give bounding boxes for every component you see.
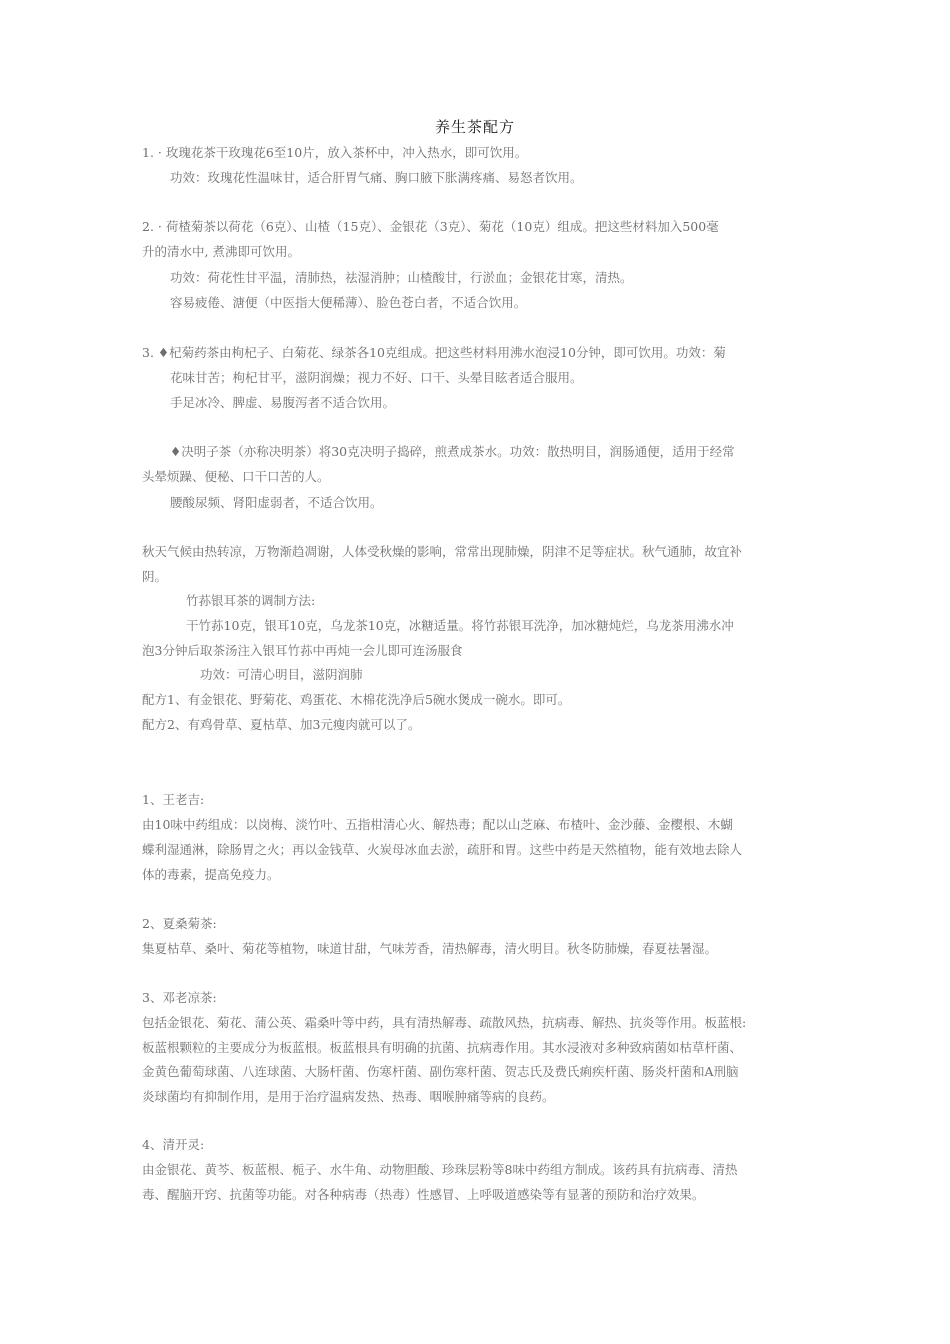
bamboo-tea-method-cont: 泡3分钟后取茶汤注入银耳竹荪中再炖一会儿即可连汤服食	[142, 643, 463, 658]
herbal-3-text-4: 炎球菌均有抑制作用，是用于治疗温病发热、热毒、咽喉肿痛等病的良药。	[142, 1089, 555, 1104]
herbal-2-text: 集夏枯草、桑叶、菊花等植物，味道甘甜，气味芳香，清热解毒，清火明目。秋冬防肺燥，春夏祛暑湿。	[142, 941, 718, 956]
herbal-4-text-2: 毒、醒脑开窍、抗菌等功能。对各种病毒（热毒）性感冒、上呼吸道感染等有显著的预防和治疗效果。	[142, 1187, 705, 1202]
herbal-4-text: 由金银花、黄芩、板蓝根、栀子、水牛角、动物胆酸、珍珠层粉等8味中药组方制成。该药具有抗病毒、清热	[142, 1162, 738, 1177]
recipe-2-line: 2. · 荷楂菊茶以荷花（6克）、山楂（15克）、金银花（3克）、菊花（10克）组成。把这些材料加入500毫	[142, 219, 719, 234]
bamboo-tea-method: 干竹荪10克，银耳10克，乌龙茶10克，冰糖适量。将竹荪银耳洗净，加冰糖炖烂，乌龙茶用沸水冲	[186, 618, 734, 633]
recipe-4-line-cont: 头晕烦躁、便秘、口干口苦的人。	[142, 469, 330, 484]
herbal-3-heading: 3、邓老凉茶:	[142, 990, 217, 1005]
herbal-1-text-2: 蝶利湿通淋，除肠胃之火；再以金钱草、火炭母冰血去淤，疏肝和胃。这些中药是天然植物，能有效地去除人	[142, 842, 743, 857]
herbal-1-text-3: 体的毒素，提高免疫力。	[142, 867, 280, 882]
herbal-3-text-2: 板蓝根颗粒的主要成分为板蓝根。板蓝根具有明确的抗菌、抗病毒作用。其水浸液对多种致病菌如枯草杆菌、	[142, 1040, 743, 1055]
recipe-2-effect: 功效：荷花性甘平温，清肺热，祛湿消肿；山楂酸甘，行淤血；金银花甘寒，清热。	[170, 270, 633, 285]
bamboo-tea-heading: 竹荪银耳茶的调制方法:	[186, 593, 316, 608]
autumn-paragraph-cont: 阴。	[142, 569, 168, 584]
recipe-4-caution: 腰酸尿频、肾阳虚弱者，不适合饮用。	[170, 495, 383, 510]
autumn-paragraph: 秋天气候由热转凉，万物渐趋凋谢，人体受秋燥的影响，常常出现肺燥，阴津不足等症状。秋气通肺，故宜补	[142, 544, 743, 559]
herbal-3-text: 包括金银花、菊花、蒲公英、霜桑叶等中药，具有清热解毒、疏散风热，抗病毒、解热、抗炎等作用。板蓝根:	[142, 1015, 747, 1030]
herbal-4-heading: 4、清开灵:	[142, 1137, 205, 1152]
recipe-3-line: 3. ♦杞菊药茶由枸杞子、白菊花、绿茶各10克组成。把这些材料用沸水泡浸10分钟，即可饮用。功效：菊	[142, 345, 726, 360]
bamboo-tea-effect: 功效：可清心明目，滋阴润肺	[200, 667, 363, 682]
recipe-2-caution: 容易疲倦、溏便（中医指大便稀薄）、脸色苍白者，不适合饮用。	[170, 295, 527, 310]
document-title: 养生茶配方	[434, 118, 515, 136]
formula-1: 配方1、有金银花、野菊花、鸡蛋花、木棉花洗净后5碗水煲成一碗水。即可。	[142, 692, 571, 707]
herbal-1-text: 由10味中药组成：以岗梅、淡竹叶、五指柑清心火、解热毒；配以山芝麻、布楂叶、金沙藤、金樱根、木蝴	[142, 817, 733, 832]
recipe-1-line: 1. · 玫瑰花茶干玫瑰花6至10片，放入茶杯中，冲入热水，即可饮用。	[142, 145, 528, 160]
recipe-4-line: ♦决明子茶（亦称决明茶）将30克决明子捣碎，煎煮成茶水。功效：散热明目，润肠通便，适用于经常	[170, 444, 735, 459]
recipe-3-caution: 手足冰冷、脾虚、易腹泻者不适合饮用。	[170, 395, 396, 410]
herbal-2-heading: 2、夏桑菊茶:	[142, 916, 217, 931]
recipe-3-line-cont: 花味甘苦；枸杞甘平，滋阴润燥；视力不好、口干、头晕目眩者适合服用。	[170, 370, 583, 385]
herbal-3-text-3: 金黄色葡萄球菌、八连球菌、大肠杆菌、伤寒杆菌、副伤寒杆菌、贺志氏及费氏痢疾杆菌、肠炎杆菌和A刑脑	[142, 1064, 739, 1079]
recipe-2-line-cont: 升的清水中, 煮沸即可饮用。	[142, 244, 300, 259]
recipe-1-effect: 功效：玫瑰花性温味甘，适合肝胃气痛、胸口腋下胀满疼痛、易怒者饮用。	[170, 170, 583, 185]
herbal-1-heading: 1、王老吉:	[142, 792, 205, 807]
formula-2: 配方2、有鸡骨草、夏枯草、加3元瘦肉就可以了。	[142, 717, 421, 732]
